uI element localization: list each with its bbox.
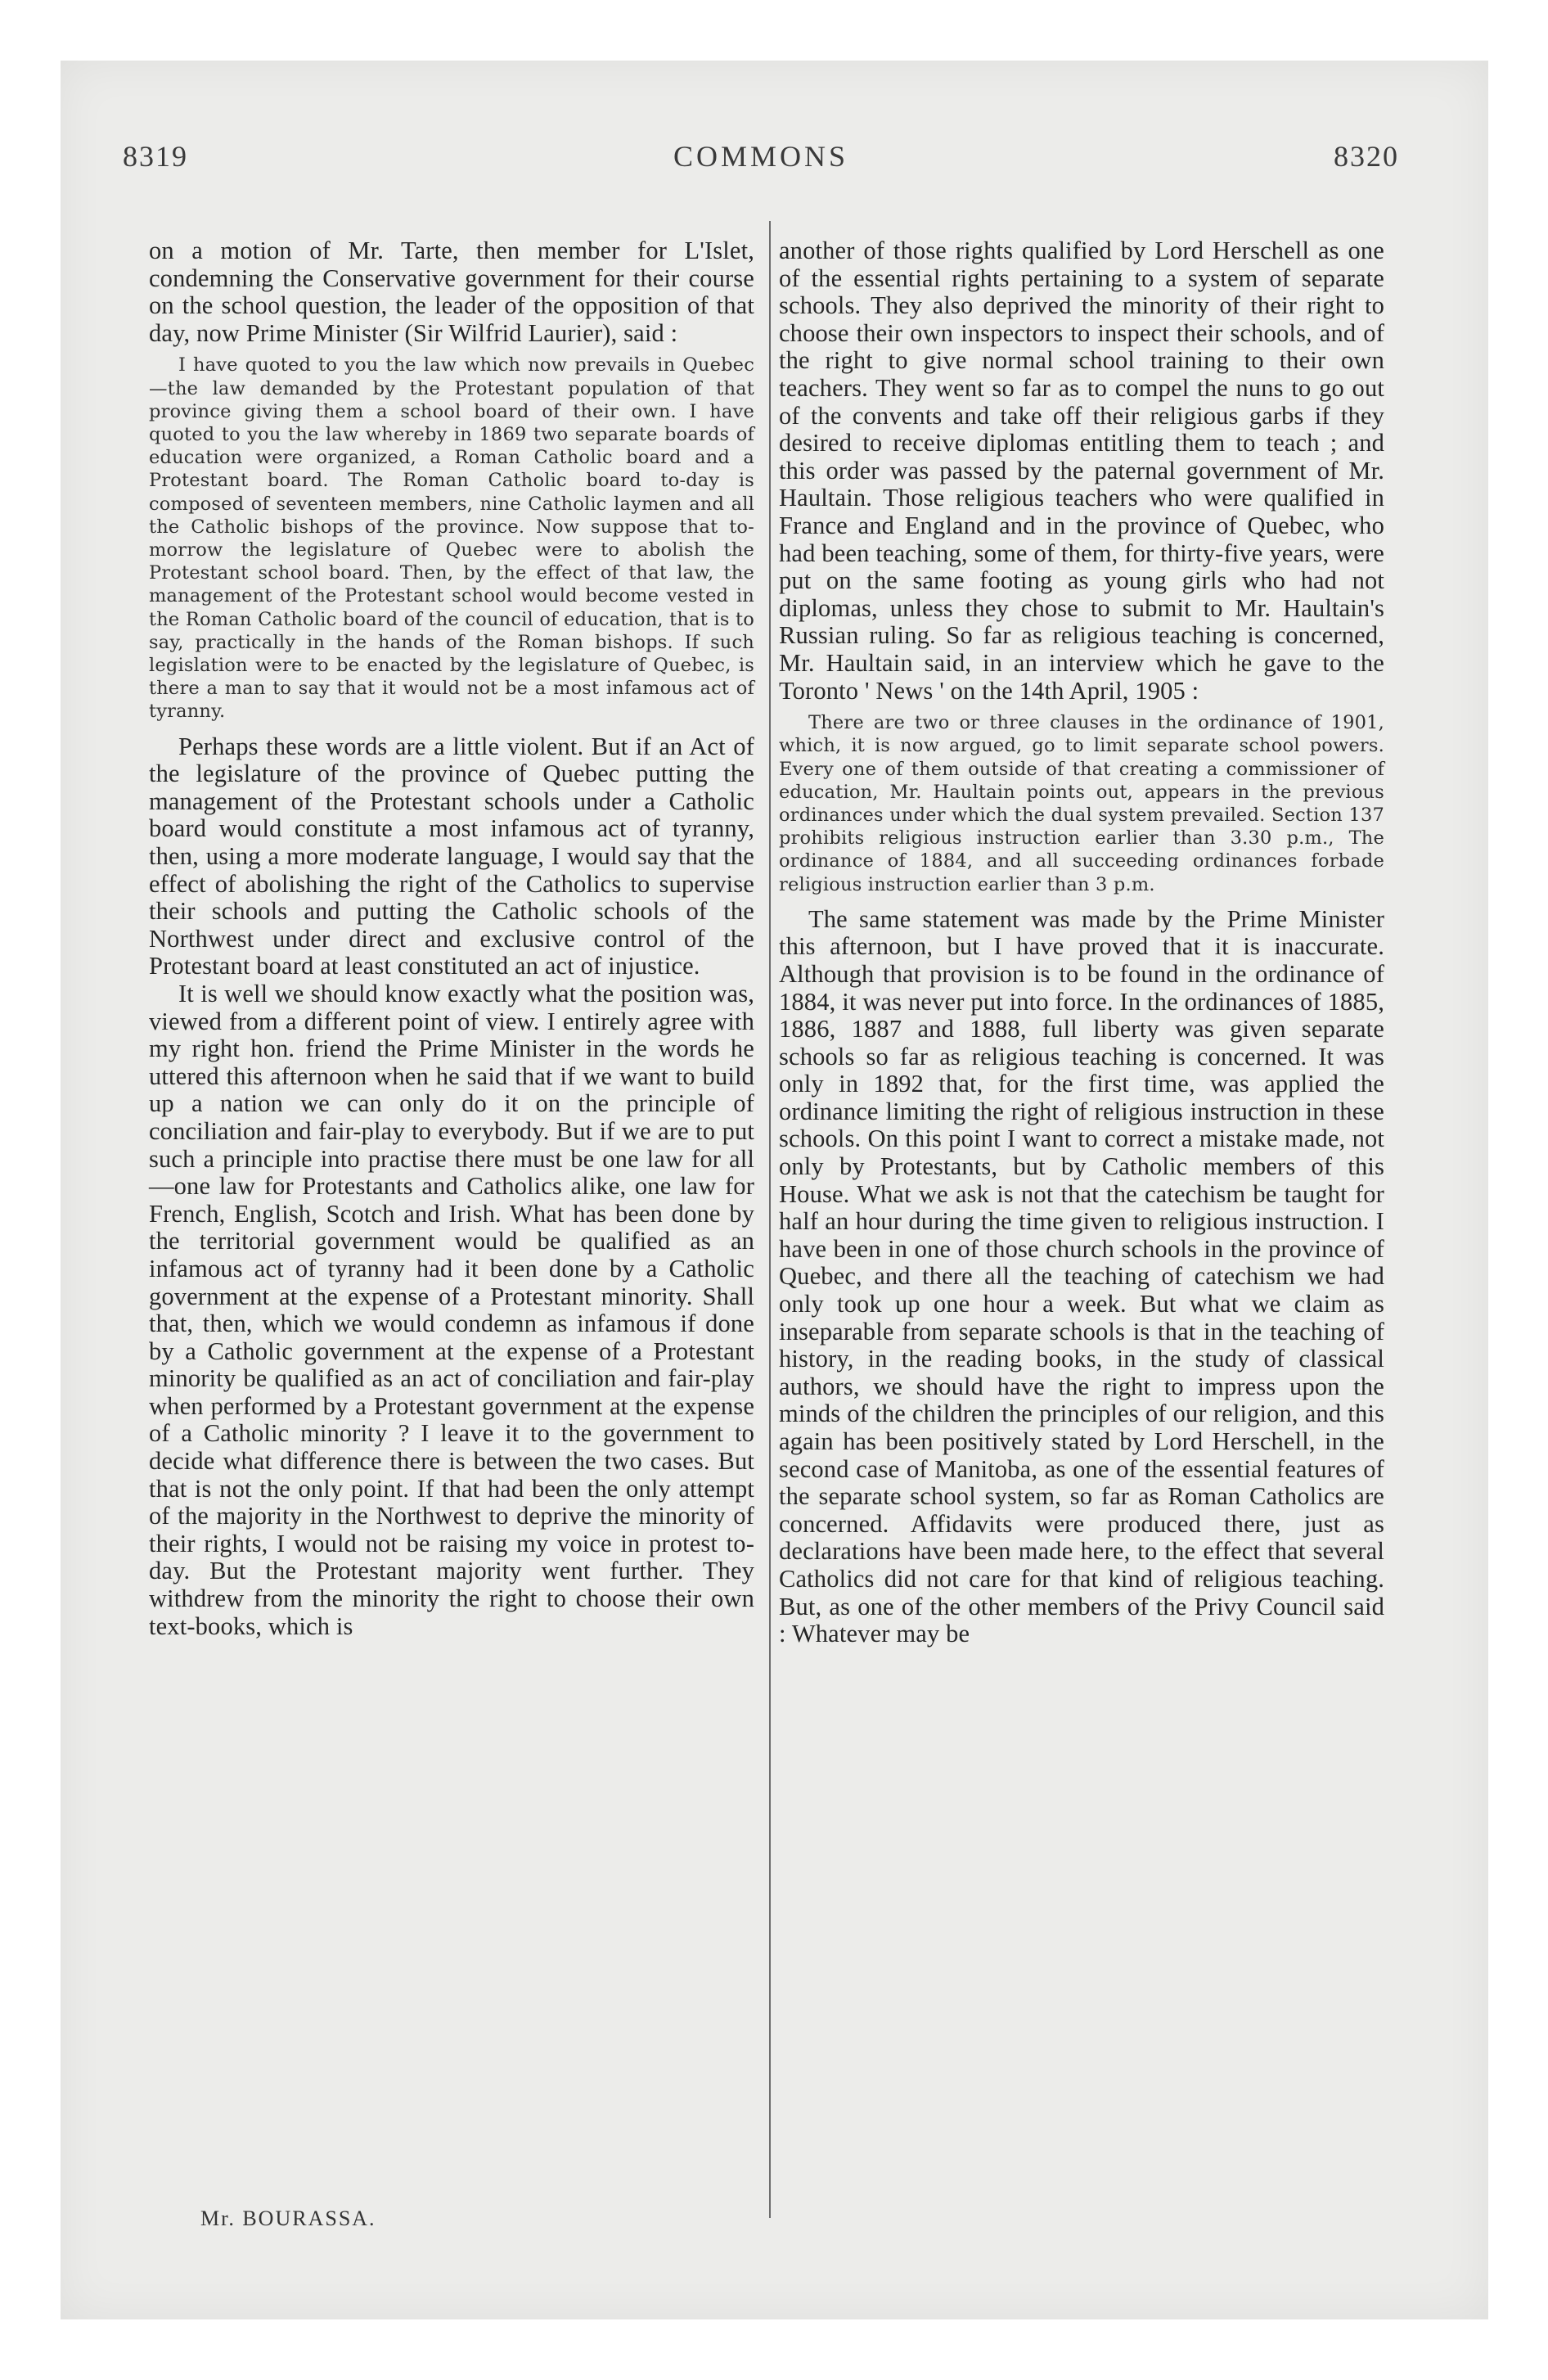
right-quotation: There are two or three clauses in the ordinance of 1901, which, it is now argued, go to limit separate school powers. Every one of them outside of that creating a commissioner of education, Mr. Haultain points out, appears in the previous ordinances under which the dual system prevailed. Section 137 prohibits religious instruction earlier than 3.30 p.m., The ordinance of 1884, and all succeeding ordinances forbade religious instruction earlier than 3 p.m. xyxy=(779,712,1384,895)
page-number-left: 8319 xyxy=(123,140,188,173)
right-column xyxy=(779,237,1384,1648)
left-paragraph-1: on a motion of Mr. Tarte, then member for L'Islet, condemning the Conservative government for their course on the school question, the leader of the opposition of that day, now Prime Minister (Sir Wilfrid Laurier), said : xyxy=(149,237,754,347)
column-divider xyxy=(769,221,771,2218)
left-paragraph-2: Perhaps these words are a little violent. But if an Act of the legislature of the province of Quebec putting the management of the Protestant schools under a Catholic board would constitute a most infamous act of tyranny, then, using a more moderate language, I would say that the effect of abolishing the right of the Catholics to supervise their schools and putting the Catholic schools of the Northwest under direct and exclusive control of the Protestant board at least constituted an act of injustice. xyxy=(149,732,754,980)
right-paragraph-2: The same statement was made by the Prime Minister this afternoon, but I have proved that it is inaccurate. Although that provision is to be found in the ordinance of 1884, it was never put into force. In the ordinances of 1885, 1886, 1887 and 1888, full liberty was given separate schools so far as religious teaching is concerned. It was only in 1892 that, for the first time, was applied the ordinance limiting the right of religious instruction in these schools. On this point I want to correct a mistake made, not only by Protestants, but by Catholic members of this House. What we ask is not that the catechism be taught for half an hour during the time given to religious instruction. I have been in one of those church schools in the province of Quebec, and there all the teaching of catechism we had only took up one hour a week. But what we claim as inseparable from separate schools is that in the teaching of history, in the reading books, in the study of classical authors, we should have the right to impress upon the minds of the children the principles of our religion, and this again has been positively stated by Lord Herschell, in the second case of Manitoba, as one of the essential features of the separate school system, so far as Roman Catholics are concerned. Affidavits were produced there, just as declarations have been made here, to the effect that several Catholics did not care for that kind of religious teaching. But, as one of the other members of the Privy Council said : Whatever may be xyxy=(779,904,1384,1648)
left-quotation: I have quoted to you the law which now prevails in Quebec—the law demanded by the Protestant population of that province giving them a school board of their own. I have quoted to you the law whereby in 1869 two separate boards of education were organized, a Roman Catholic board and a Protestant board. The Roman Catholic board to-day is composed of seventeen members, nine Catholic laymen and all the Catholic bishops of the province. Now suppose that to-morrow the legislature of Quebec were to abolish the Protestant school board. Then, by the effect of that law, the management of the Protestant school would become vested in the Roman Catholic board of the council of education, that is to say, practically in the hands of the Roman bishops. If such legislation were to be enacted by the legislature of Quebec, is there a man to say that it would not be a most infamous act of tyranny. xyxy=(149,354,754,723)
page-header xyxy=(123,139,1399,188)
speaker-footer: Mr. BOURASSA. xyxy=(200,2206,376,2230)
left-paragraph-3: It is well we should know exactly what the position was, viewed from a different point of view. I entirely agree with my right hon. friend the Prime Minister in the words he uttered this afternoon when he said that if we want to build up a nation we can only do it on the principle of conciliation and fair-play to everybody. But if we are to put such a principle into practise there must be one law for all—one law for Protestants and Catholics alike, one law for French, English, Scotch and Irish. What has been done by the territorial government would be qualified as an infamous act of tyranny had it been done by a Catholic government at the expense of a Protestant minority. Shall that, then, which we would condemn as infamous if done by a Catholic government at the expense of a Protestant minority be qualified as an act of conciliation and fair-play when performed by a Protestant government at the expense of a Catholic minority ? I leave it to the government to decide what difference there is between the two cases. But that is not the only point. If that had been the only attempt of the majority in the Northwest to deprive the minority of their rights, I would not be raising my voice in protest to-day. But the Protestant majority went further. They withdrew from the minority the right to choose their own text-books, which is xyxy=(149,979,754,1640)
running-title: COMMONS xyxy=(673,140,849,173)
right-paragraph-1: another of those rights qualified by Lord Herschell as one of the essential rights pertaining to a system of separate schools. They also deprived the minority of their right to choose their own inspectors to inspect their schools, and of the right to give normal school training to their own teachers. They went so far as to compel the nuns to go out of the convents and take off their religious garbs if they desired to receive diplomas entitling them to teach ; and this order was passed by the paternal government of Mr. Haultain. Those religious teachers who were qualified in France and England and in the province of Quebec, who had been teaching, some of them, for thirty-five years, were put on the same footing as young girls who had not diplomas, unless they chose to submit to Mr. Haultain's Russian ruling. So far as religious teaching is concerned, Mr. Haultain said, in an interview which he gave to the Toronto ' News ' on the 14th April, 1905 : xyxy=(779,237,1384,705)
left-column xyxy=(149,237,754,1640)
page-number-right: 8320 xyxy=(1334,140,1399,173)
